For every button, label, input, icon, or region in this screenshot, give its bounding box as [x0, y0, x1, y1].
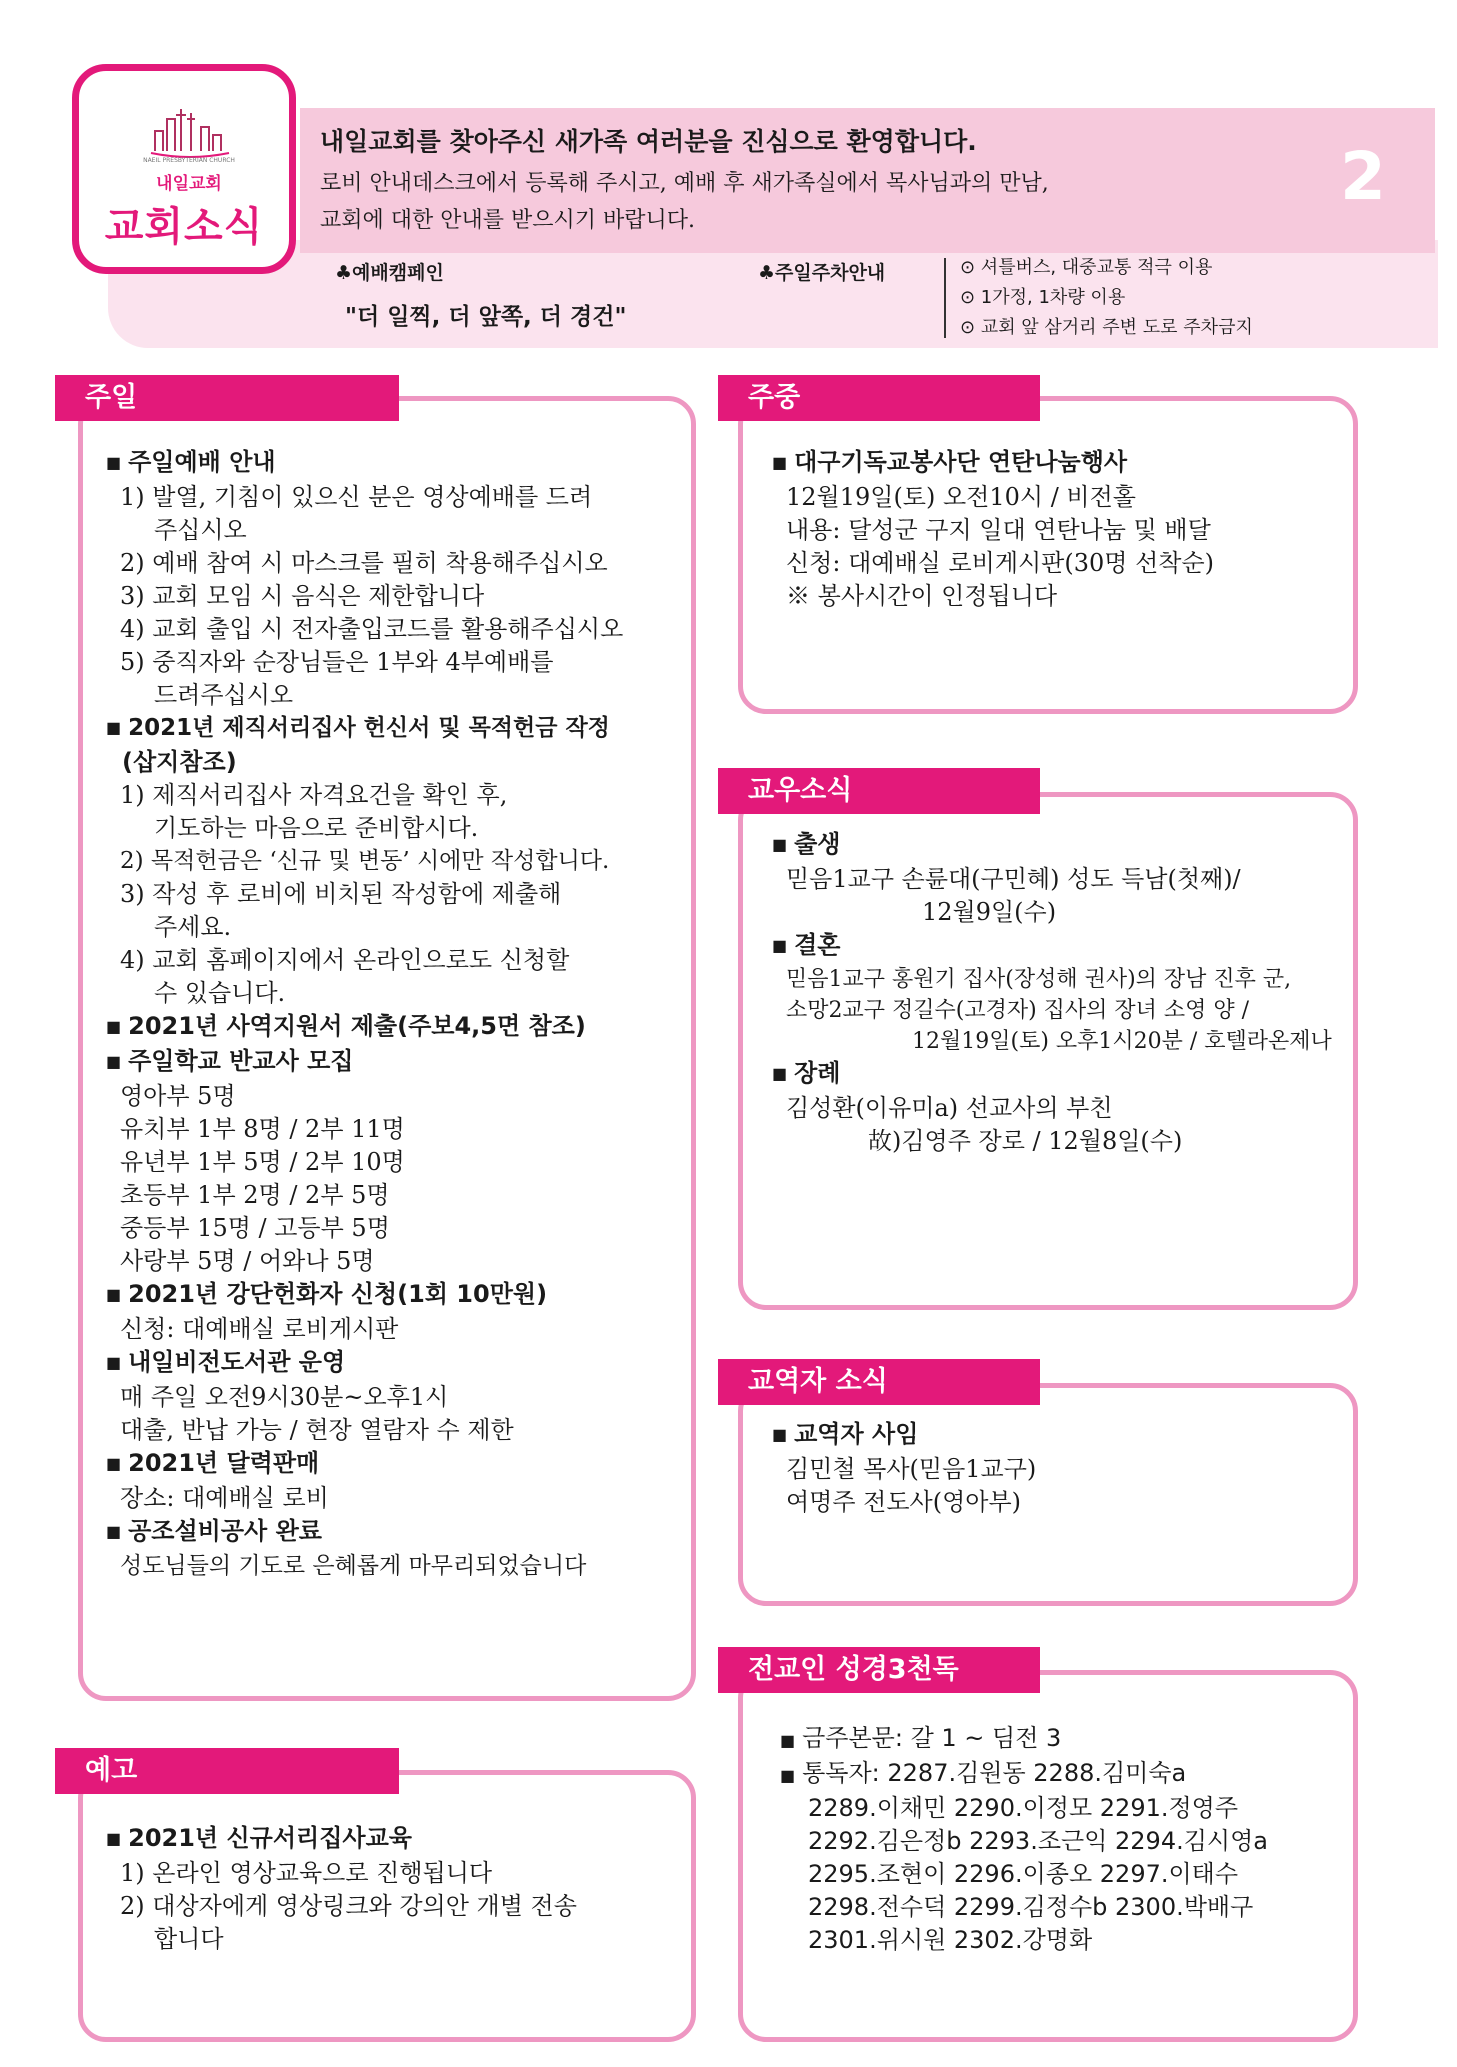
page-number: 2	[1340, 138, 1386, 215]
list-item: 2289.이채민 2290.이정모 2291.정영주	[808, 1794, 1239, 1822]
section-heading: ■ 2021년 제직서리집사 헌신서 및 목적헌금 작정	[106, 715, 610, 741]
list-item: 4) 교회 홈페이지에서 온라인으로도 신청할	[120, 946, 570, 974]
section-heading: ■ 교역자 사임	[772, 1420, 919, 1448]
members-content	[772, 828, 1352, 1158]
list-item: 4) 교회 출입 시 전자출입코드를 활용해주십시오	[120, 615, 624, 643]
list-item: 내용: 달성군 구지 일대 연탄나눔 및 배달	[786, 516, 1211, 544]
section-heading: ■ 내일비전도서관 운영	[106, 1348, 346, 1376]
tab-staff: 교역자 소식	[718, 1359, 1040, 1405]
tab-notice: 예고	[55, 1748, 399, 1794]
logo-name: 내일교회	[156, 174, 222, 194]
tab-bible: 전교인 성경3천독	[718, 1647, 1040, 1693]
tab-sunday: 주일	[55, 375, 399, 421]
midweek-content	[772, 446, 1352, 613]
section-heading: ■ 2021년 신규서리집사교육	[106, 1824, 412, 1852]
list-item: 장소: 대예배실 로비	[120, 1484, 329, 1512]
section-heading: ■ 2021년 강단헌화자 신청(1회 10만원)	[106, 1280, 548, 1308]
list-item: ⊙ 교회 앞 삼거리 주변 도로 주차금지	[960, 317, 1253, 338]
list-item: ⊙ 1가정, 1차량 이용	[960, 287, 1126, 308]
welcome-title: 내일교회를 찾아주신 새가족 여러분을 진심으로 환영합니다.	[320, 127, 977, 156]
parking-list	[960, 253, 1253, 343]
list-item: 기도하는 마음으로 준비합시다.	[154, 814, 479, 842]
list-item: 주세요.	[154, 913, 232, 941]
list-item: 2) 목적헌금은 ‘신규 및 변동’ 시에만 작성합니다.	[120, 848, 610, 874]
bible-readers-label: ■ 통독자: 2287.김원동 2288.김미숙a	[780, 1759, 1187, 1787]
logo-subtitle: NAEIL PRESBYTERIAN CHURCH	[143, 157, 235, 164]
list-item: 여명주 전도사(영아부)	[786, 1488, 1022, 1516]
list-item: 김민철 목사(믿음1교구)	[786, 1455, 1037, 1483]
section-heading: ■ 출생	[772, 830, 841, 858]
bible-text-label: ■ 금주본문: 갈 1 ~ 딤전 3	[780, 1724, 1062, 1752]
list-item: 2) 예배 참여 시 마스크를 필히 착용해주십시오	[120, 549, 608, 577]
welcome-text: 교회에 대한 안내를 받으시기 바랍니다.	[320, 208, 695, 233]
list-item: 성도님들의 기도로 은혜롭게 마무리되었습니다	[120, 1553, 587, 1579]
list-item: 12월19일(토) 오후1시20분 / 호텔라온제나	[912, 1029, 1332, 1054]
campaign-label: ♣예배캠페인	[335, 262, 444, 284]
church-logo	[72, 64, 296, 274]
section-heading: ■ 2021년 달력판매	[106, 1449, 320, 1477]
list-item: 드려주십시오	[154, 681, 294, 709]
section-heading: ■ 2021년 사역지원서 제출(주보4,5면 참조)	[106, 1012, 586, 1040]
list-item: 2301.위시원 2302.강명화	[808, 1926, 1093, 1954]
sunday-content	[106, 446, 696, 1583]
list-item: 주십시오	[154, 516, 247, 544]
list-item: 유치부 1부 8명 / 2부 11명	[120, 1115, 405, 1143]
list-item: 영아부 5명	[120, 1082, 236, 1110]
list-item: 사랑부 5명 / 어와나 5명	[120, 1247, 375, 1275]
campaign-text: "더 일찍, 더 앞쪽, 더 경건"	[345, 304, 627, 330]
list-item: 1) 온라인 영상교육으로 진행됩니다	[120, 1859, 493, 1887]
list-item: ※ 봉사시간이 인정됩니다	[786, 582, 1058, 610]
parking-label: ♣주일주차안내	[758, 262, 886, 284]
list-item: 2292.김은정b 2293.조근익 2294.김시영a	[808, 1827, 1268, 1855]
section-heading: ■ 대구기독교봉사단 연탄나눔행사	[772, 448, 1128, 476]
section-heading: ■ 장례	[772, 1059, 841, 1087]
list-item: 믿음1교구 홍원기 집사(장성해 권사)의 장남 진후 군,	[786, 967, 1292, 992]
notice-content	[106, 1822, 696, 1956]
list-item: 12월19일(토) 오전10시 / 비전홀	[786, 483, 1136, 511]
section-heading: ■ 공조설비공사 완료	[106, 1517, 322, 1545]
list-item: 초등부 1부 2명 / 2부 5명	[120, 1181, 390, 1209]
welcome-text: 로비 안내데스크에서 등록해 주시고, 예배 후 새가족실에서 목사님과의 만남,	[320, 171, 1049, 196]
tab-midweek: 주중	[718, 375, 1040, 421]
list-item: 2298.전수덕 2299.김정수b 2300.박배구	[808, 1893, 1254, 1921]
list-item: 유년부 1부 5명 / 2부 10명	[120, 1148, 405, 1176]
list-item: 5) 중직자와 순장님들은 1부와 4부예배를	[120, 648, 554, 676]
section-heading: ■ 주일학교 반교사 모집	[106, 1047, 354, 1075]
list-item: 2295.조현이 2296.이종오 2297.이태수	[808, 1860, 1239, 1888]
bible-content	[780, 1722, 1350, 1957]
church-building-icon	[149, 101, 231, 161]
section-heading-cont: (삽지참조)	[122, 748, 237, 776]
list-item: 매 주일 오전9시30분~오후1시	[120, 1383, 449, 1411]
list-item: 신청: 대예배실 로비게시판(30명 선착순)	[786, 549, 1214, 577]
list-item: 1) 발열, 기침이 있으신 분은 영상예배를 드려	[120, 483, 593, 511]
list-item: 대출, 반납 가능 / 현장 열람자 수 제한	[120, 1416, 514, 1444]
divider	[944, 258, 946, 338]
list-item: ⊙ 셔틀버스, 대중교통 적극 이용	[960, 257, 1213, 278]
list-item: 1) 제직서리집사 자격요건을 확인 후,	[120, 781, 508, 809]
list-item: 12월9일(수)	[922, 898, 1057, 926]
list-item: 소망2교구 정길수(고경자) 집사의 장녀 소영 양 /	[786, 998, 1250, 1023]
list-item: 중등부 15명 / 고등부 5명	[120, 1214, 390, 1242]
list-item: 故)김영주 장로 / 12월8일(수)	[868, 1127, 1183, 1155]
list-item: 3) 교회 모임 시 음식은 제한합니다	[120, 582, 485, 610]
staff-content	[772, 1418, 1352, 1519]
list-item: 3) 작성 후 로비에 비치된 작성함에 제출해	[120, 880, 562, 908]
list-item: 김성환(이유미a) 선교사의 부친	[786, 1094, 1113, 1122]
list-item: 수 있습니다.	[154, 979, 286, 1007]
list-item: 2) 대상자에게 영상링크와 강의안 개별 전송	[120, 1892, 577, 1920]
list-item: 믿음1교구 손륜대(구민혜) 성도 득남(첫째)/	[786, 865, 1241, 893]
list-item: 합니다	[154, 1925, 224, 1953]
page-title: 교회소식	[104, 204, 264, 250]
section-heading: ■ 주일예배 안내	[106, 448, 276, 476]
section-heading: ■ 결혼	[772, 931, 841, 959]
list-item: 신청: 대예배실 로비게시판	[120, 1315, 399, 1343]
tab-members: 교우소식	[718, 768, 1040, 814]
